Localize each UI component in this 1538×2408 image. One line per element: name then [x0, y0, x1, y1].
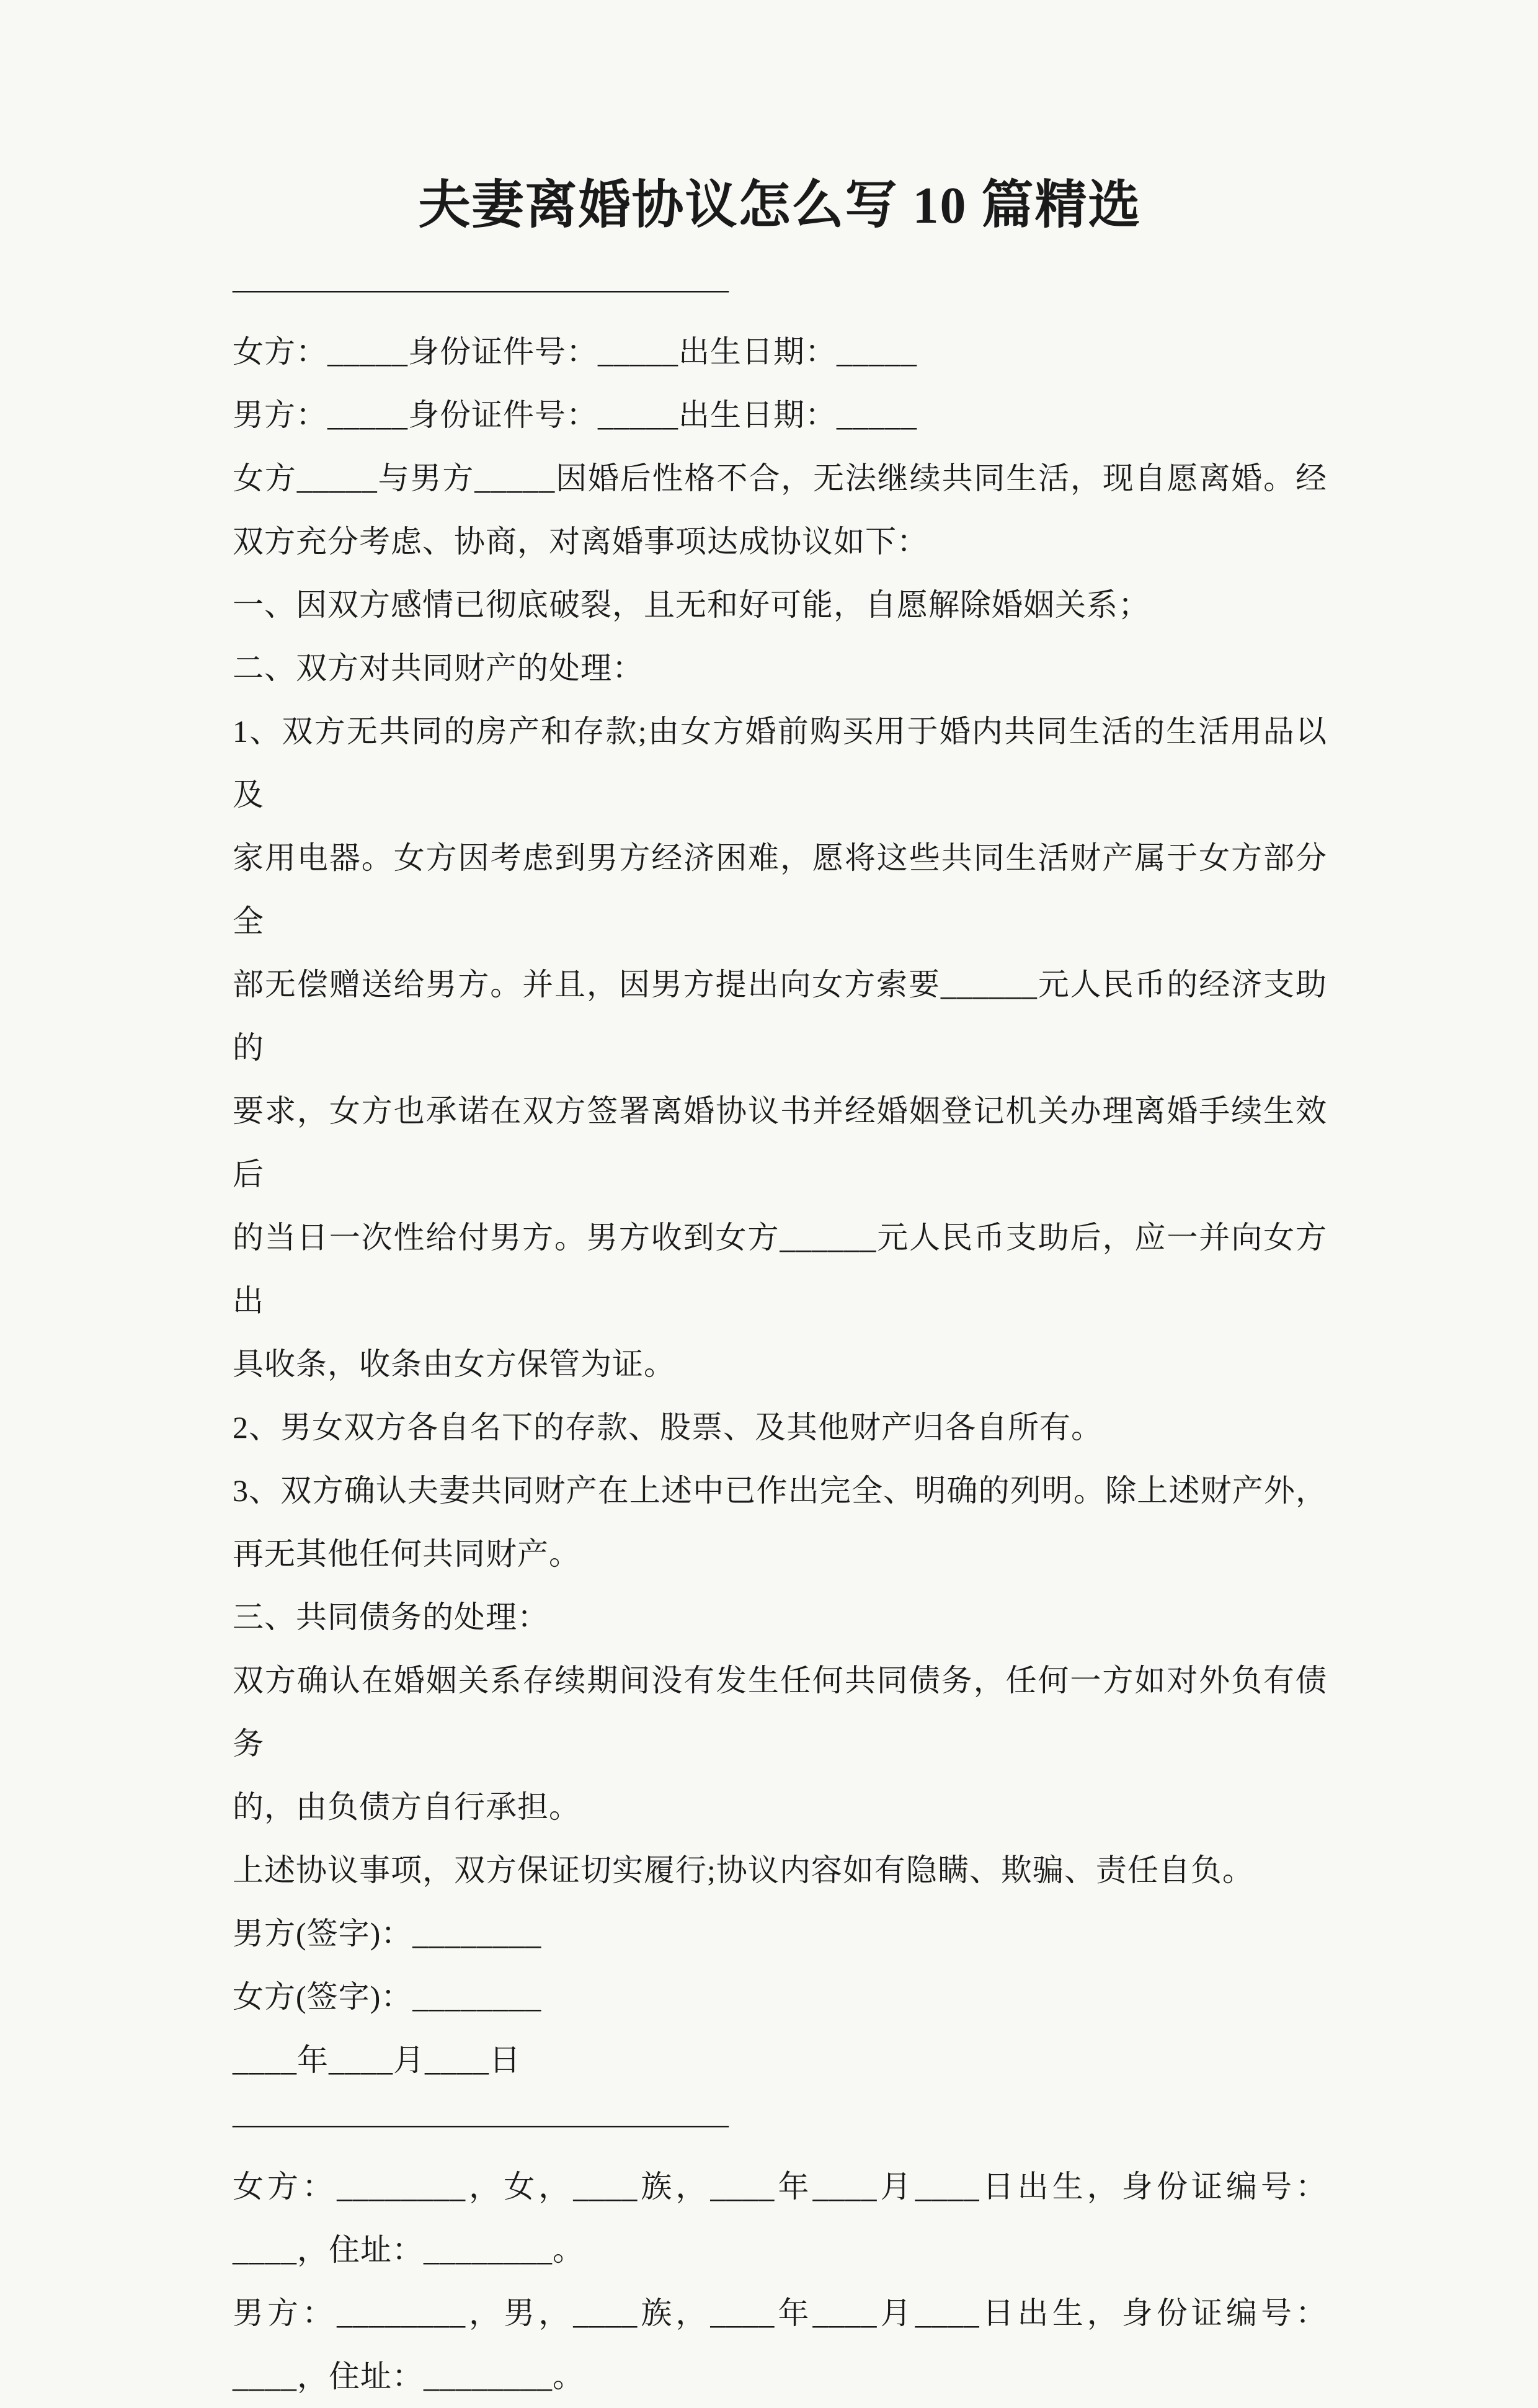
text-line-property-1: 1、双方无共同的房产和存款;由女方婚前购买用于婚内共同生活的生活用品以及 — [233, 714, 1327, 812]
text-line-property-4: 要求，女方也承诺在双方签署离婚协议书并经婚姻登记机关办理离婚手续生效后 — [233, 1094, 1327, 1192]
text-line-property-item3a: 3、双方确认夫妻共同财产在上述中已作出完全、明确的列明。除上述财产外， — [233, 1473, 1327, 1508]
text-line-debt-1: 双方确认在婚姻关系存续期间没有发生任何共同债务，任何一方如对外负有债务 — [233, 1663, 1327, 1761]
text-line-woman-info-1: 女方：________，女，____族，____年____月____日出生，身份证编号： — [233, 2169, 1327, 2204]
text-line-man-id: 男方：_____身份证件号：_____出生日期：_____ — [233, 398, 917, 432]
text-line-property-item3b: 再无其他任何共同财产。 — [233, 1536, 580, 1571]
document-title: 夫妻离婚协议怎么写 10 篇精选 — [418, 177, 1142, 234]
text-line-clause-1: 一、因双方感情已彻底破裂，且无和好可能，自愿解除婚姻关系； — [233, 587, 1150, 622]
text-line-property-3: 部无偿赠送给男方。并且，因男方提出向女方索要______元人民币的经济支助的 — [233, 967, 1327, 1065]
text-line-property-2: 家用电器。女方因考虑到男方经济困难，愿将这些共同生活财产属于女方部分全 — [233, 841, 1327, 939]
text-line-man-signature: 男方(签字)：________ — [233, 1916, 542, 1951]
separator-line-mid: ———————————————— — [233, 2106, 729, 2141]
text-line-clause-3-title: 三、共同债务的处理： — [233, 1600, 549, 1634]
text-line-woman-info-2: ____，住址：________。 — [233, 2232, 584, 2267]
text-line-woman-signature: 女方(签字)：________ — [233, 1979, 542, 2014]
text-line-guarantee: 上述协议事项，双方保证切实履行;协议内容如有隐瞒、欺骗、责任自负。 — [233, 1853, 1254, 1888]
text-line-clause-2-title: 二、双方对共同财产的处理： — [233, 651, 644, 685]
text-line-property-item2: 2、男女双方各自名下的存款、股票、及其他财产归各自所有。 — [233, 1410, 1103, 1445]
text-line-man-info-2: ____，住址：________。 — [233, 2359, 584, 2394]
text-line-preamble-1: 女方_____与男方_____因婚后性格不合，无法继续共同生活，现自愿离婚。经 — [233, 461, 1327, 496]
text-line-man-info-1: 男方：________，男，____族，____年____月____日出生，身份证编号： — [233, 2296, 1327, 2330]
text-line-date: ____年____月____日 — [233, 2043, 521, 2077]
text-line-woman-id: 女方：_____身份证件号：_____出生日期：_____ — [233, 334, 917, 369]
text-line-property-5: 的当日一次性给付男方。男方收到女方______元人民币支助后，应一并向女方出 — [233, 1220, 1327, 1318]
separator-line-top: ———————————————— — [233, 271, 729, 306]
text-line-property-6: 具收条，收条由女方保管为证。 — [233, 1347, 675, 1381]
text-line-debt-2: 的，由负债方自行承担。 — [233, 1790, 580, 1824]
text-line-preamble-2: 双方充分考虑、协商，对离婚事项达成协议如下： — [233, 524, 928, 559]
document-body — [233, 257, 1327, 2408]
